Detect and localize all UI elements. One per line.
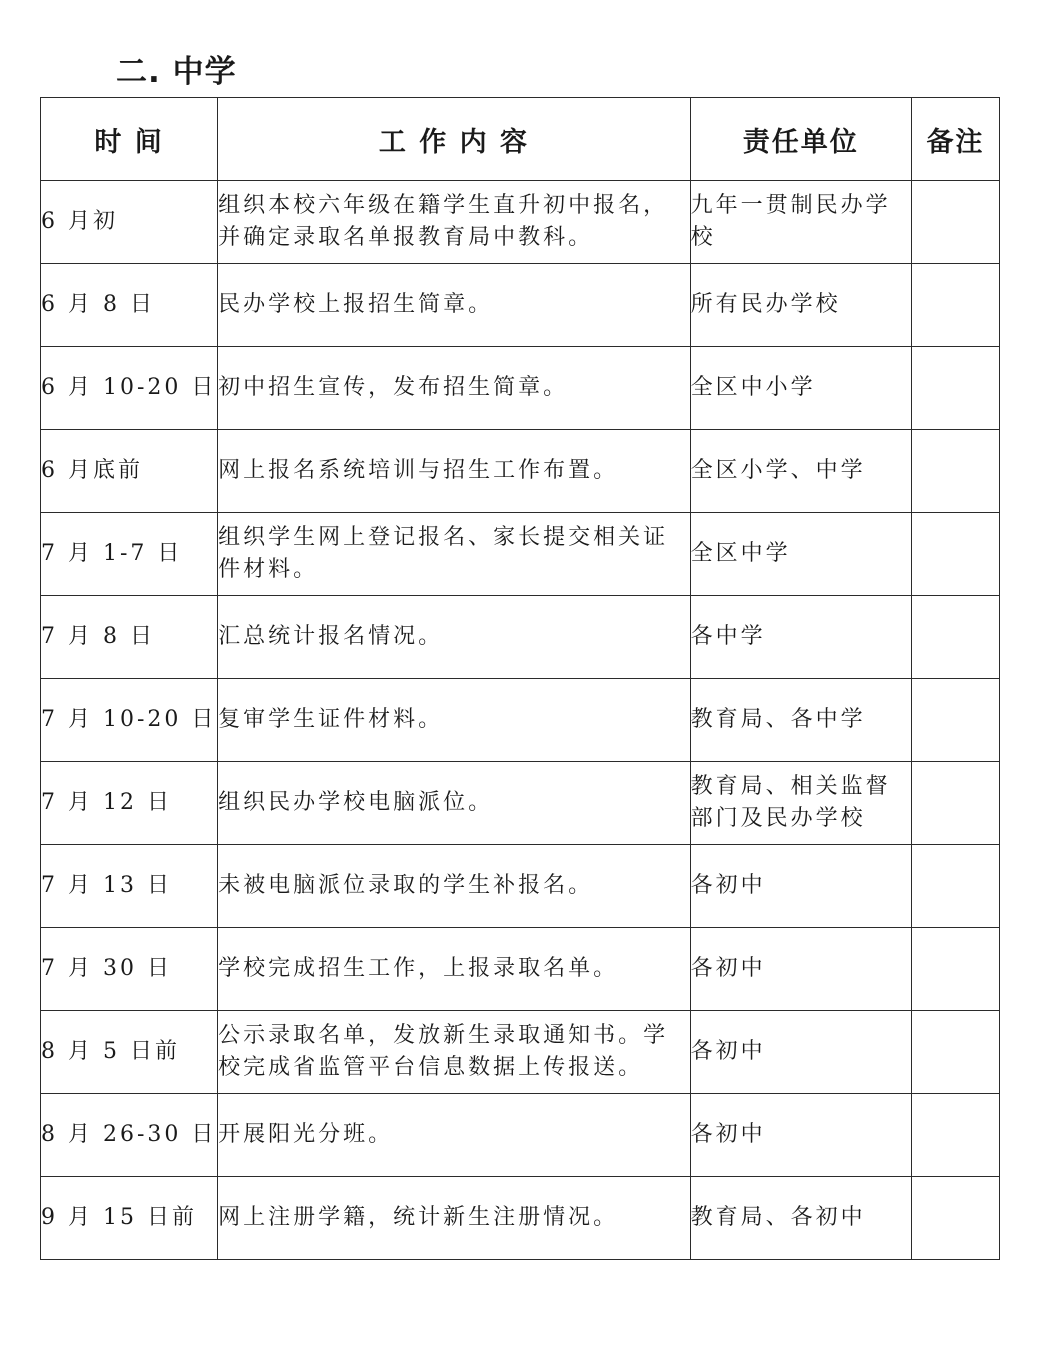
row-unit: 教育局、相关监督部门及民办学校 xyxy=(690,762,911,845)
row-content: 网上注册学籍，统计新生注册情况。 xyxy=(218,1177,690,1260)
table-row xyxy=(41,347,1000,430)
row-unit: 全区中小学 xyxy=(690,347,911,430)
row-content: 公示录取名单，发放新生录取通知书。学校完成省监管平台信息数据上传报送。 xyxy=(218,1011,690,1094)
row-time: 6 月底前 xyxy=(41,430,218,513)
row-unit: 各初中 xyxy=(690,928,911,1011)
row-content: 组织民办学校电脑派位。 xyxy=(218,762,690,845)
row-time: 7 月 30 日 xyxy=(41,928,218,1011)
row-time: 6 月初 xyxy=(41,181,218,264)
section-title: 二. 中学 xyxy=(116,54,237,90)
row-content: 复审学生证件材料。 xyxy=(218,679,690,762)
table-row xyxy=(41,928,1000,1011)
row-unit: 所有民办学校 xyxy=(690,264,911,347)
row-unit: 全区小学、中学 xyxy=(690,430,911,513)
row-unit: 各初中 xyxy=(690,1094,911,1177)
row-time: 7 月 12 日 xyxy=(41,762,218,845)
row-content: 学校完成招生工作，上报录取名单。 xyxy=(218,928,690,1011)
row-time: 9 月 15 日前 xyxy=(41,1177,218,1260)
row-note xyxy=(911,264,999,347)
row-time: 8 月 26-30 日 xyxy=(41,1094,218,1177)
table-row xyxy=(41,1177,1000,1260)
row-time: 8 月 5 日前 xyxy=(41,1011,218,1094)
table-header-row xyxy=(41,98,1000,181)
row-note xyxy=(911,513,999,596)
row-time: 6 月 8 日 xyxy=(41,264,218,347)
row-time: 6 月 10-20 日 xyxy=(41,347,218,430)
table-row xyxy=(41,1094,1000,1177)
row-note xyxy=(911,596,999,679)
row-content: 民办学校上报招生简章。 xyxy=(218,264,690,347)
row-content: 汇总统计报名情况。 xyxy=(218,596,690,679)
row-unit: 教育局、各中学 xyxy=(690,679,911,762)
row-unit: 各中学 xyxy=(690,596,911,679)
row-content: 开展阳光分班。 xyxy=(218,1094,690,1177)
header-note: 备注 xyxy=(911,98,999,181)
header-content: 工 作 内 容 xyxy=(218,98,690,181)
table-row xyxy=(41,181,1000,264)
table-row xyxy=(41,762,1000,845)
row-note xyxy=(911,762,999,845)
row-note xyxy=(911,679,999,762)
row-time: 7 月 10-20 日 xyxy=(41,679,218,762)
row-content: 初中招生宣传，发布招生简章。 xyxy=(218,347,690,430)
table-row xyxy=(41,596,1000,679)
row-note xyxy=(911,845,999,928)
row-time: 7 月 1-7 日 xyxy=(41,513,218,596)
row-unit: 全区中学 xyxy=(690,513,911,596)
table-row xyxy=(41,513,1000,596)
table-row xyxy=(41,1011,1000,1094)
header-unit: 责任单位 xyxy=(690,98,911,181)
table-row xyxy=(41,264,1000,347)
row-note xyxy=(911,1177,999,1260)
table-row xyxy=(41,679,1000,762)
row-unit: 九年一贯制民办学校 xyxy=(690,181,911,264)
row-note xyxy=(911,1094,999,1177)
row-unit: 教育局、各初中 xyxy=(690,1177,911,1260)
row-content: 组织学生网上登记报名、家长提交相关证件材料。 xyxy=(218,513,690,596)
row-content: 组织本校六年级在籍学生直升初中报名，并确定录取名单报教育局中教科。 xyxy=(218,181,690,264)
table-row xyxy=(41,845,1000,928)
schedule-table xyxy=(40,97,1000,1260)
row-content: 未被电脑派位录取的学生补报名。 xyxy=(218,845,690,928)
row-note xyxy=(911,181,999,264)
row-time: 7 月 8 日 xyxy=(41,596,218,679)
header-time: 时 间 xyxy=(41,98,218,181)
row-note xyxy=(911,928,999,1011)
row-content: 网上报名系统培训与招生工作布置。 xyxy=(218,430,690,513)
row-note xyxy=(911,1011,999,1094)
row-time: 7 月 13 日 xyxy=(41,845,218,928)
table-row xyxy=(41,430,1000,513)
row-unit: 各初中 xyxy=(690,845,911,928)
row-unit: 各初中 xyxy=(690,1011,911,1094)
row-note xyxy=(911,347,999,430)
row-note xyxy=(911,430,999,513)
